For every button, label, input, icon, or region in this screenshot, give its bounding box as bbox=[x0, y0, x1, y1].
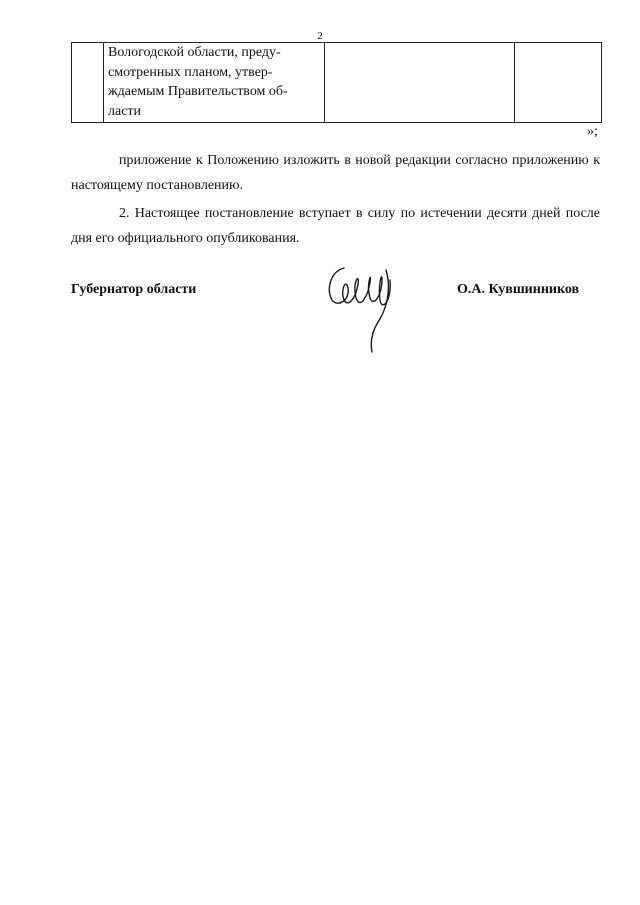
paragraph-effective-date bbox=[71, 201, 600, 251]
cell-line: ласти bbox=[108, 103, 142, 119]
handwritten-signature bbox=[322, 260, 402, 356]
cell-line: ждаемым Правительством об- bbox=[108, 84, 288, 99]
table-cell-number bbox=[72, 43, 104, 123]
page-number: 2 bbox=[317, 30, 323, 42]
table-cell-empty bbox=[515, 43, 602, 123]
cell-line: Вологодской области, преду- bbox=[108, 45, 281, 60]
continued-table bbox=[71, 42, 602, 123]
table-row bbox=[72, 43, 602, 123]
cell-line: смотренных планом, утвер- bbox=[108, 64, 273, 80]
signatory-name: О.А. Кувшинников bbox=[457, 282, 580, 297]
paragraph-text: 2. Настоящее постановление вступает в силу по истечении десяти дней после дня его официального опубликования. bbox=[71, 206, 600, 246]
table-cell-description bbox=[104, 43, 325, 123]
table-cell-empty bbox=[325, 43, 515, 123]
paragraph-appendix bbox=[71, 148, 600, 198]
closing-quote: »; bbox=[587, 124, 598, 139]
paragraph-text: приложение к Положению изложить в новой редакции согласно приложению к настоящему постановлению. bbox=[71, 153, 600, 193]
signatory-title: Губернатор области bbox=[71, 282, 197, 297]
